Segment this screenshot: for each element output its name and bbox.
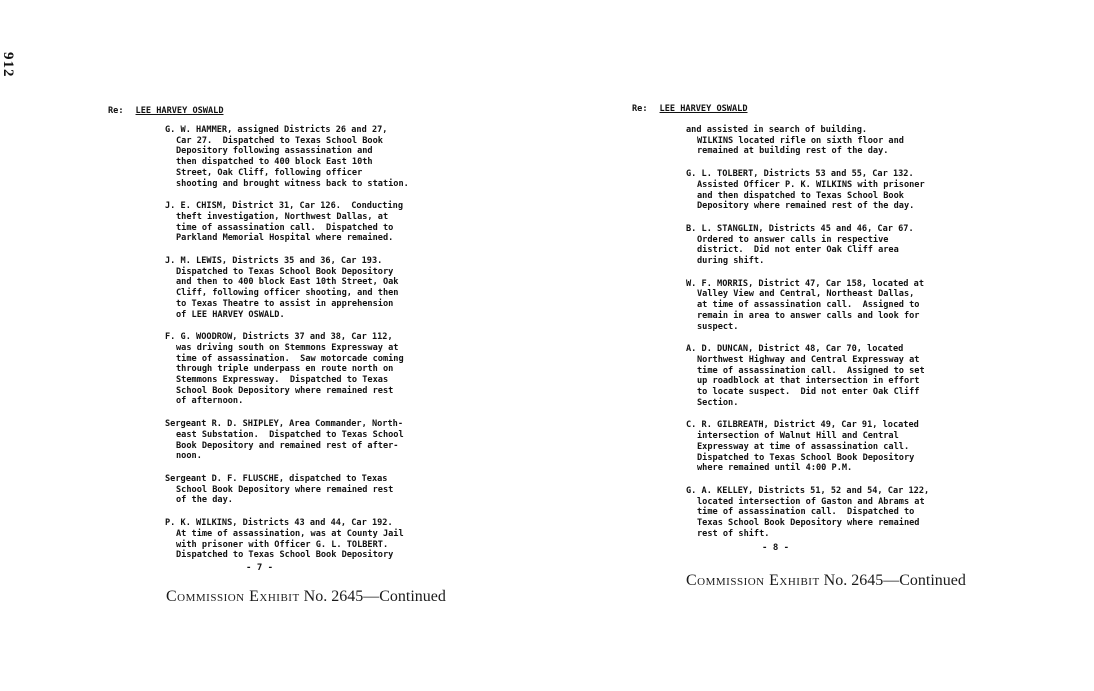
entry-line: of the day. bbox=[176, 495, 233, 506]
entry-line: Expressway at time of assassination call. bbox=[697, 441, 910, 452]
page-number: 912 bbox=[0, 52, 16, 78]
entry-line: and assisted in search of building. bbox=[686, 125, 868, 135]
right-caption-prefix: Commission Exhibit bbox=[686, 572, 820, 589]
entry-line: Dispatched to Texas School Book Depository bbox=[176, 266, 394, 277]
entry-line: F. G. WOODROW, Districts 37 and 38, Car 112, bbox=[165, 332, 393, 343]
entry-line: P. K. WILKINS, Districts 43 and 44, Car 192. bbox=[165, 518, 393, 529]
entry-line: noon. bbox=[176, 451, 202, 462]
left-re-label: Re: bbox=[108, 106, 124, 116]
entry-line: time of assassination call. Dispatched to bbox=[176, 222, 394, 233]
entry-line: time of assassination. Saw motorcade coming bbox=[176, 353, 404, 364]
report-entry bbox=[165, 256, 455, 320]
entry-line: Ordered to answer calls in respective bbox=[697, 234, 889, 245]
right-page-body bbox=[686, 125, 976, 552]
entry-line: Depository where remained rest of the day. bbox=[697, 201, 915, 212]
report-entry bbox=[165, 474, 455, 506]
entry-line: and then dispatched to Texas School Book bbox=[697, 190, 904, 201]
entry-line: Dispatched to Texas School Book Depository bbox=[697, 452, 915, 463]
entry-line: School Book Depository where remained rest bbox=[176, 484, 394, 495]
report-entry bbox=[165, 419, 455, 462]
right-re-label: Re: bbox=[632, 104, 648, 114]
entry-line: Cliff, following officer shooting, and then bbox=[176, 288, 399, 299]
entry-line: theft investigation, Northwest Dallas, at bbox=[176, 211, 389, 222]
entry-line: G. W. HAMMER, assigned Districts 26 and 27, bbox=[165, 125, 388, 135]
entry-line: rest of shift. bbox=[697, 528, 770, 539]
report-entry bbox=[165, 332, 455, 407]
entry-line: J. M. LEWIS, Districts 35 and 36, Car 193. bbox=[165, 256, 383, 267]
report-entry bbox=[686, 279, 976, 333]
entry-line: located intersection of Gaston and Abrams at bbox=[697, 496, 925, 507]
entry-line: then dispatched to 400 block East 10th bbox=[176, 157, 373, 168]
entry-line: at time of assassination call. Assigned to bbox=[697, 300, 920, 311]
entry-line: Dispatched to Texas School Book Depository bbox=[176, 550, 394, 561]
left-exhibit-caption bbox=[166, 588, 446, 606]
entry-line: was driving south on Stemmons Expressway at bbox=[176, 342, 399, 353]
right-exhibit-caption bbox=[686, 572, 966, 590]
entry-line: suspect. bbox=[697, 321, 739, 332]
entry-line: of LEE HARVEY OSWALD. bbox=[176, 309, 285, 320]
entry-line: and then to 400 block East 10th Street, Oak bbox=[176, 277, 399, 288]
entry-line: B. L. STANGLIN, Districts 45 and 46, Car 67. bbox=[686, 223, 914, 234]
report-entry bbox=[686, 169, 976, 212]
report-entry bbox=[165, 125, 455, 189]
entry-line: to Texas Theatre to assist in apprehension bbox=[176, 298, 394, 309]
left-re-subject: LEE HARVEY OSWALD bbox=[135, 106, 224, 116]
left-page-label: - 7 - bbox=[246, 563, 274, 573]
right-caption-suffix: No. 2645—Continued bbox=[823, 572, 966, 589]
entry-line: A. D. DUNCAN, District 48, Car 70, located bbox=[686, 344, 904, 355]
entry-line: WILKINS located rifle on sixth floor and bbox=[697, 135, 904, 146]
left-page-body bbox=[165, 125, 455, 573]
entry-line: intersection of Walnut Hill and Central bbox=[697, 431, 899, 442]
left-re-header bbox=[108, 106, 224, 116]
report-entry bbox=[686, 224, 976, 267]
right-re-subject: LEE HARVEY OSWALD bbox=[659, 104, 748, 114]
entry-line: School Book Depository where remained rest bbox=[176, 385, 394, 396]
entry-line: district. Did not enter Oak Cliff area bbox=[697, 245, 899, 256]
entry-line: where remained until 4:00 P.M. bbox=[697, 463, 853, 474]
entry-line: to locate suspect. Did not enter Oak Cliff bbox=[697, 387, 920, 398]
entry-line: up roadblock at that intersection in effort bbox=[697, 376, 920, 387]
entry-line: time of assassination call. Dispatched to bbox=[697, 507, 915, 518]
entry-line: J. E. CHISM, District 31, Car 126. Conducting bbox=[165, 201, 403, 212]
entry-line: Texas School Book Depository where remained bbox=[697, 518, 920, 529]
entry-line: Valley View and Central, Northeast Dallas, bbox=[697, 289, 915, 300]
entry-line: C. R. GILBREATH, District 49, Car 91, located bbox=[686, 420, 919, 431]
entry-line: G. A. KELLEY, Districts 51, 52 and 54, Car 122, bbox=[686, 485, 930, 496]
entry-line: east Substation. Dispatched to Texas School bbox=[176, 429, 404, 440]
right-re-header bbox=[632, 104, 748, 114]
report-entry bbox=[686, 344, 976, 408]
entry-line: shooting and brought witness back to station. bbox=[176, 178, 409, 189]
entry-line: W. F. MORRIS, District 47, Car 158, located at bbox=[686, 278, 924, 289]
report-entry bbox=[686, 420, 976, 474]
entry-line: Northwest Highway and Central Expressway at bbox=[697, 354, 920, 365]
entry-line: during shift. bbox=[697, 256, 765, 267]
entry-line: G. L. TOLBERT, Districts 53 and 55, Car 132. bbox=[686, 169, 914, 180]
entry-line: Parkland Memorial Hospital where remained. bbox=[176, 233, 394, 244]
entry-line: Street, Oak Cliff, following officer bbox=[176, 167, 363, 178]
entry-line: Sergeant D. F. FLUSCHE, dispatched to Texas bbox=[165, 473, 388, 484]
report-entry bbox=[686, 486, 976, 540]
entry-line: with prisoner with Officer G. L. TOLBERT. bbox=[176, 539, 389, 550]
entry-line: Depository following assassination and bbox=[176, 146, 373, 157]
entry-line: Section. bbox=[697, 397, 739, 408]
entry-line: At time of assassination, was at County Jail bbox=[176, 528, 404, 539]
entry-line: Car 27. Dispatched to Texas School Book bbox=[176, 135, 383, 146]
right-page-label: - 8 - bbox=[762, 543, 790, 553]
report-entry bbox=[165, 201, 455, 244]
entry-line: Assisted Officer P. K. WILKINS with prisoner bbox=[697, 179, 925, 190]
left-caption-prefix: Commission Exhibit bbox=[166, 588, 300, 605]
entry-line: Book Depository and remained rest of after- bbox=[176, 440, 399, 451]
entry-line: of afternoon. bbox=[176, 396, 244, 407]
entry-line: remained at building rest of the day. bbox=[697, 146, 889, 157]
entry-line: remain in area to answer calls and look for bbox=[697, 310, 920, 321]
entry-line: Stemmons Expressway. Dispatched to Texas bbox=[176, 375, 389, 386]
report-entry bbox=[165, 518, 455, 561]
report-entry bbox=[686, 125, 976, 157]
left-caption-suffix: No. 2645—Continued bbox=[303, 588, 446, 605]
entry-line: time of assassination call. Assigned to set bbox=[697, 365, 925, 376]
entry-line: through triple underpass en route north on bbox=[176, 364, 394, 375]
entry-line: Sergeant R. D. SHIPLEY, Area Commander, North- bbox=[165, 419, 403, 430]
